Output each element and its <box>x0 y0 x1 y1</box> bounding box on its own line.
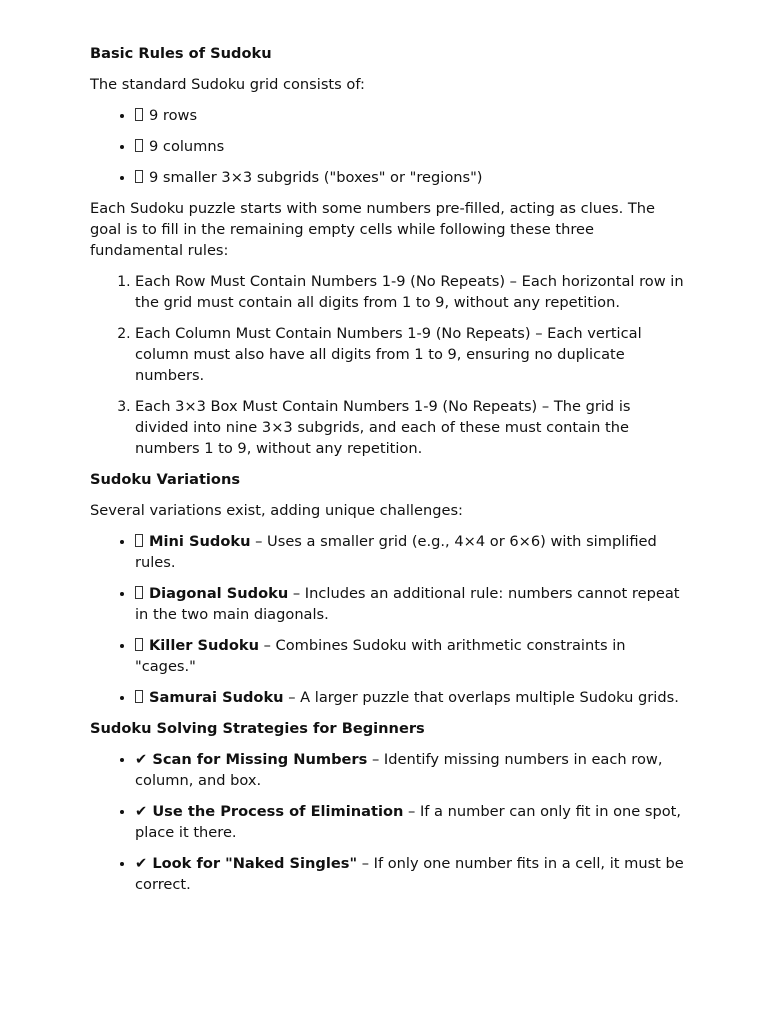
check-icon: ✔ <box>135 855 148 872</box>
list-item: • Diagonal Sudoku – Includes an additional rule: numbers cannot repeat in the two main diagonals. <box>135 583 685 625</box>
square-icon <box>135 170 143 183</box>
strategies-heading: Sudoku Solving Strategies for Beginners <box>90 720 425 737</box>
list-item: 2. Each Column Must Contain Numbers 1-9 (No Repeats) – Each vertical column must also have all digits from 1 to 9, ensuring no duplicate numbers. <box>135 323 685 386</box>
rules-list <box>90 271 685 459</box>
list-item: • 9 columns <box>135 136 685 157</box>
square-icon <box>135 534 143 547</box>
list-item: • 9 smaller 3×3 subgrids ("boxes" or "regions") <box>135 167 685 188</box>
rules-explanation: Each Sudoku puzzle starts with some numbers pre-filled, acting as clues. The goal is to fill in the remaining empty cells while following these three fundamental rules: <box>90 200 655 259</box>
strategies-list <box>90 749 685 895</box>
check-icon: ✔ <box>135 803 148 820</box>
list-item: • Killer Sudoku – Combines Sudoku with arithmetic constraints in "cages." <box>135 635 685 677</box>
list-item: • ✔ Use the Process of Elimination – If a number can only fit in one spot, place it there. <box>135 801 685 843</box>
list-item: • ✔ Scan for Missing Numbers – Identify missing numbers in each row, column, and box. <box>135 749 685 791</box>
list-item: • Mini Sudoku – Uses a smaller grid (e.g., 4×4 or 6×6) with simplified rules. <box>135 531 685 573</box>
variations-intro: Several variations exist, adding unique challenges: <box>90 502 463 519</box>
list-item: • 9 rows <box>135 105 685 126</box>
rules-intro: The standard Sudoku grid consists of: <box>90 76 365 93</box>
square-icon <box>135 638 143 651</box>
list-item: • Samurai Sudoku – A larger puzzle that overlaps multiple Sudoku grids. <box>135 687 685 708</box>
list-item: • ✔ Look for "Naked Singles" – If only one number fits in a cell, it must be correct. <box>135 853 685 895</box>
document <box>90 43 685 905</box>
square-icon <box>135 139 143 152</box>
list-item: 1. Each Row Must Contain Numbers 1-9 (No Repeats) – Each horizontal row in the grid must contain all digits from 1 to 9, without any repetition. <box>135 271 685 313</box>
square-icon <box>135 108 143 121</box>
rules-heading: Basic Rules of Sudoku <box>90 45 272 62</box>
square-icon <box>135 586 143 599</box>
variations-heading: Sudoku Variations <box>90 471 241 488</box>
square-icon <box>135 690 143 703</box>
variations-list <box>90 531 685 708</box>
check-icon: ✔ <box>135 751 148 768</box>
list-item: 3. Each 3×3 Box Must Contain Numbers 1-9 (No Repeats) – The grid is divided into nine 3×3 subgrids, and each of these must contain the numbers 1 to 9, without any repetition. <box>135 396 685 459</box>
grid-list <box>90 105 685 188</box>
